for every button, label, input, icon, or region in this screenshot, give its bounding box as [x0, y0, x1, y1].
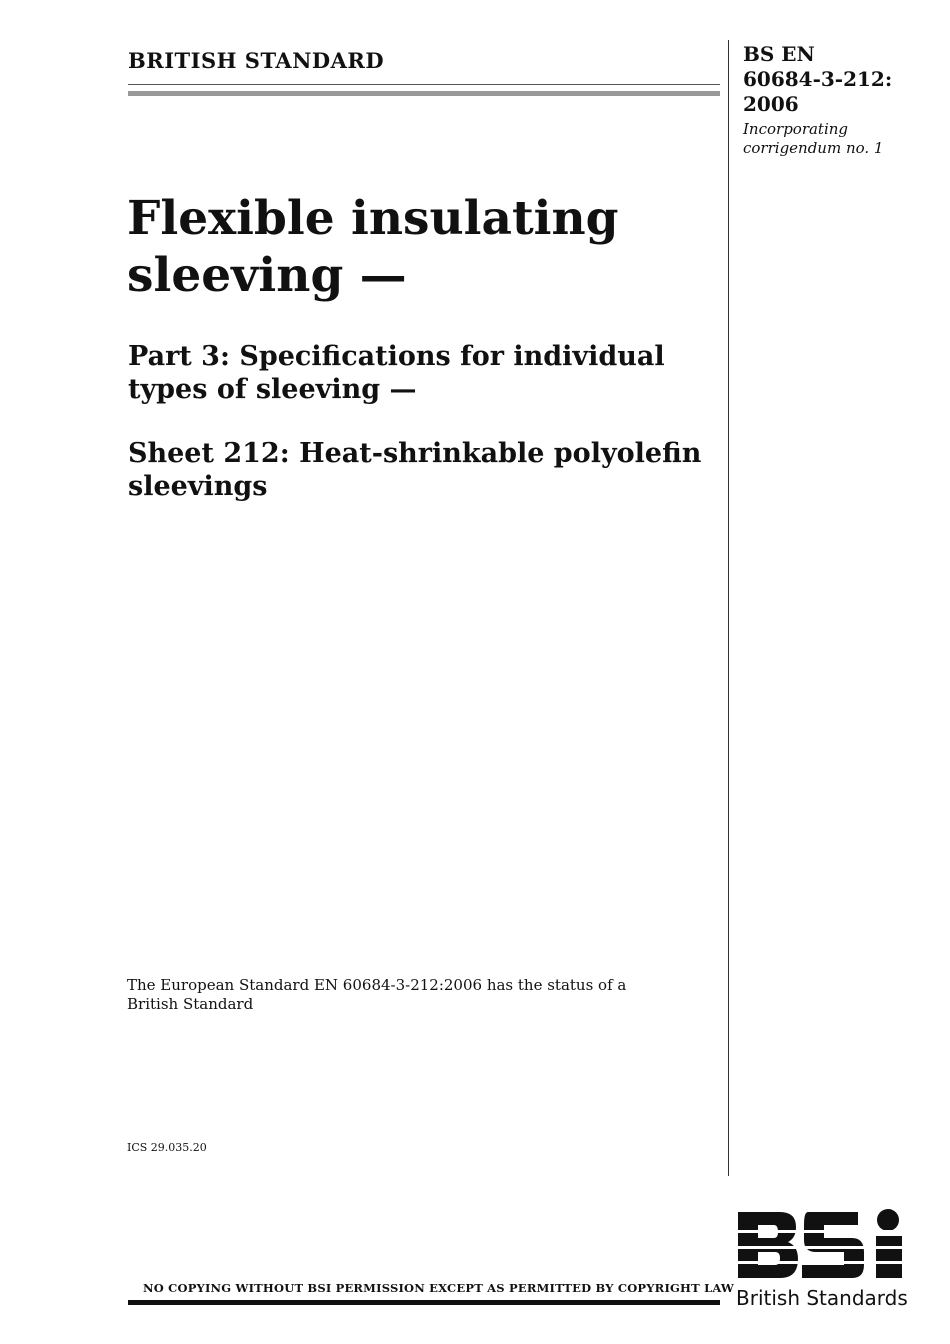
status-statement-line: The European Standard EN 60684-3-212:2006 has the status of a [127, 976, 627, 994]
document-title-line: Flexible insulating [127, 191, 619, 246]
sheet-title-line: sleevings [128, 471, 268, 502]
sheet-title [128, 437, 718, 503]
corrigendum-note-line: corrigendum no. 1 [743, 139, 884, 157]
standard-number-line: 2006 [743, 92, 799, 116]
part-title [128, 340, 718, 406]
bsi-logo [736, 1208, 906, 1282]
status-statement-line: British Standard [127, 995, 254, 1013]
sheet-title-line: Sheet 212: Heat-shrinkable polyolefin [128, 438, 702, 469]
status-statement [127, 976, 647, 1014]
corrigendum-note-line: Incorporating [743, 120, 849, 138]
document-type-label: BRITISH STANDARD [128, 48, 385, 73]
margin-divider [728, 40, 729, 1176]
bsi-logo-subtitle: British Standards [736, 1286, 908, 1310]
header-rule-thin [128, 84, 720, 85]
standard-number-line: BS EN [743, 42, 815, 66]
footer-rule [128, 1300, 720, 1305]
standard-number [743, 42, 933, 117]
corrigendum-note [743, 120, 933, 158]
copyright-notice: NO COPYING WITHOUT BSI PERMISSION EXCEPT AS PERMITTED BY COPYRIGHT LAW [143, 1281, 735, 1295]
part-title-line: types of sleeving — [128, 374, 417, 405]
document-title-line: sleeving — [127, 248, 407, 303]
document-title [127, 190, 717, 304]
standard-number-line: 60684-3-212: [743, 67, 893, 91]
part-title-line: Part 3: Specifications for individual [128, 341, 665, 372]
header-rule-thick [128, 91, 720, 96]
ics-code: ICS 29.035.20 [127, 1141, 207, 1154]
